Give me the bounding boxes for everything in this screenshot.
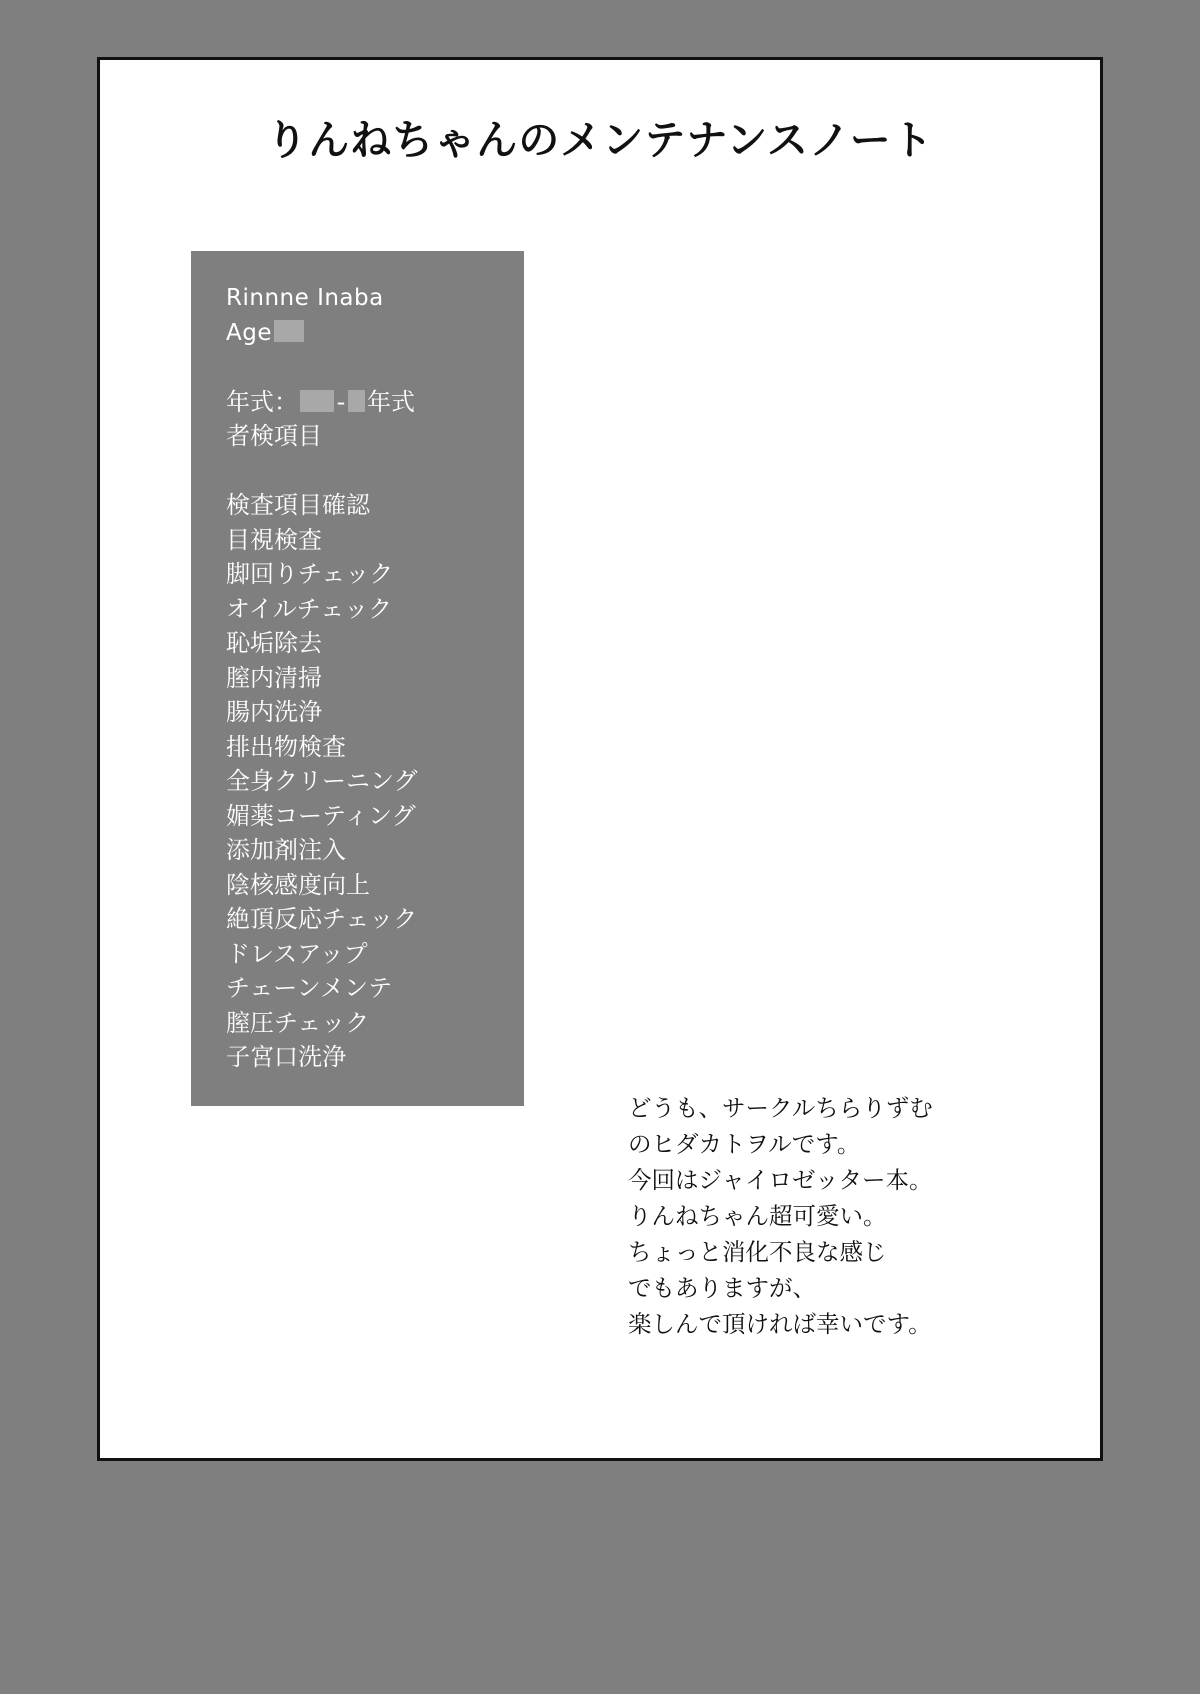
afterword-line: のヒダカトヲルです。	[628, 1130, 861, 1158]
checklist-item: 恥垢除去	[226, 629, 322, 657]
note-content	[226, 281, 514, 1075]
checklist-item: 目視検査	[226, 525, 322, 554]
checklist-item: 検査項目確認	[226, 491, 370, 519]
checklist-item: 子宮口洗浄	[226, 1043, 346, 1071]
note-spacer-1	[226, 350, 514, 385]
afterword-line: ちょっと消化不良な感じ	[628, 1238, 887, 1266]
checklist-item: 脚回りチェック	[226, 560, 394, 588]
checklist-item: 陰核感度向上	[226, 870, 370, 899]
checklist-item: 排出物検査	[226, 732, 346, 761]
age-redaction	[274, 320, 304, 342]
model-year-row	[226, 385, 514, 420]
afterword-line: どうも、サークルちらりずむ	[628, 1094, 933, 1122]
model-year-redaction-2	[348, 390, 365, 412]
checklist-item: 膣圧チェック	[226, 1008, 370, 1037]
checklist-item: 全身クリーニング	[226, 767, 418, 795]
checklist-item: チェーンメンテ	[226, 974, 393, 1002]
model-year-label: 年式：	[226, 387, 298, 416]
maintenance-note-panel	[191, 251, 524, 1106]
afterword-line: 今回はジャイロゼッター本。	[628, 1166, 933, 1194]
section-label: 者検項目	[226, 422, 322, 450]
checklist-item: オイルチェック	[226, 594, 393, 623]
afterword-text	[628, 1090, 1048, 1342]
checklist-item: 添加剤注入	[226, 836, 346, 864]
checklist-item: 媚薬コーティング	[226, 801, 416, 830]
afterword-line: でもありますが、	[628, 1274, 816, 1302]
page-title: りんねちゃんのメンテナンスノート	[266, 116, 934, 164]
model-year-dash: -	[336, 387, 346, 416]
model-year-redaction-1	[300, 390, 334, 412]
checklist-item: 腸内洗浄	[226, 698, 322, 726]
afterword-line: りんねちゃん超可愛い。	[628, 1202, 887, 1230]
checklist-item: ドレスアップ	[226, 939, 368, 968]
character-age-row	[226, 316, 514, 351]
age-label: Age	[226, 319, 272, 346]
checklist-item: 絶頂反応チェック	[226, 905, 418, 933]
character-name: Rinnne Inaba	[226, 285, 384, 311]
checklist-item: 膣内清掃	[226, 663, 322, 692]
note-spacer-2	[226, 454, 514, 489]
afterword-line: 楽しんで頂ければ幸いです。	[628, 1310, 932, 1338]
page-sheet	[97, 57, 1103, 1461]
model-year-suffix: 年式	[367, 387, 415, 416]
